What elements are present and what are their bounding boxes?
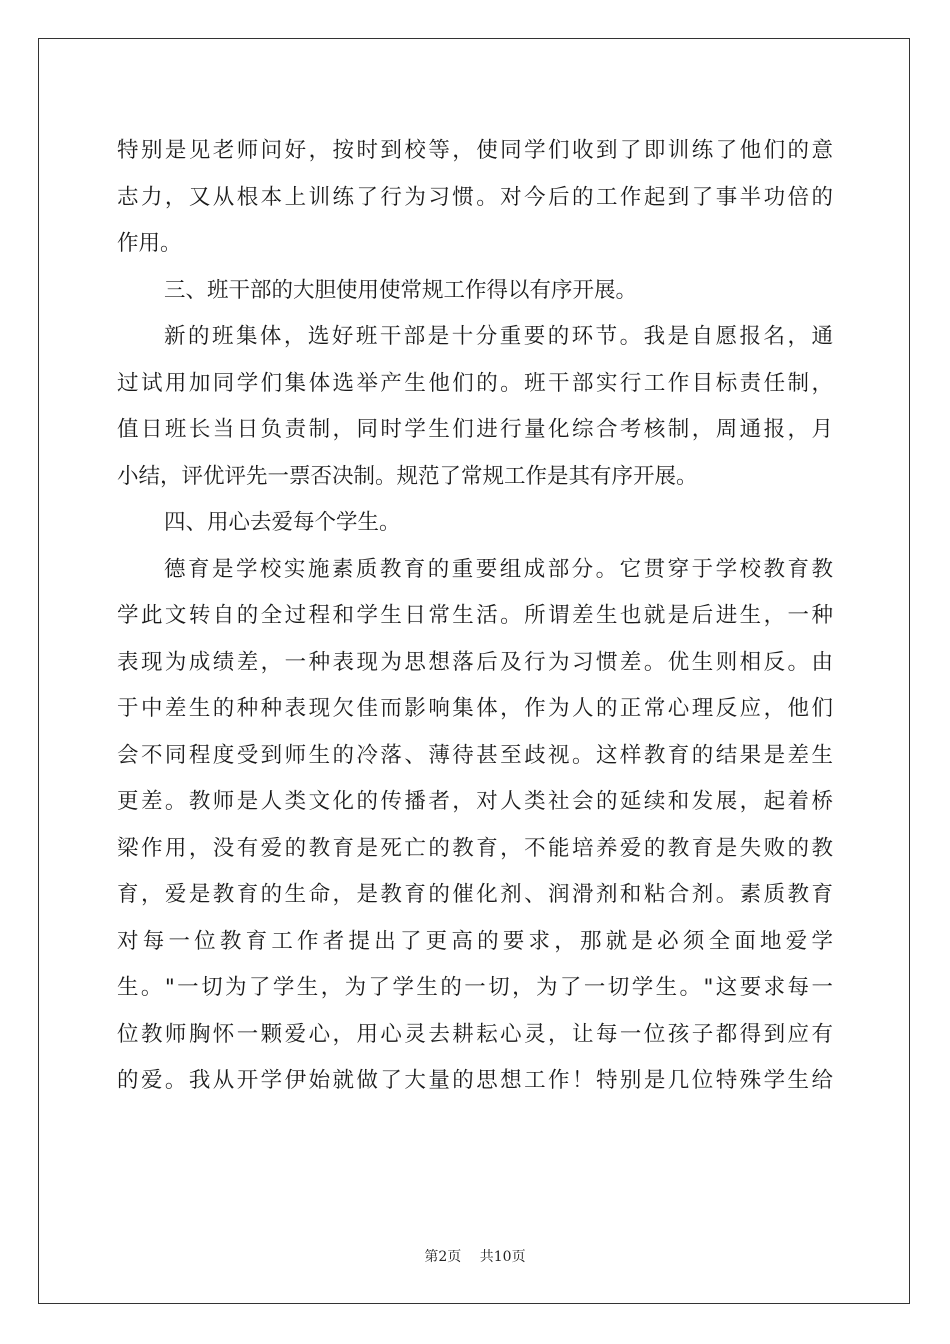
text-line: 更差。教师是人类文化的传播者，对人类社会的延续和发展，起着桥	[117, 789, 833, 814]
text-line: 于中差生的种种表现欠佳而影响集体，作为人的正常心理反应，他们	[117, 696, 833, 721]
text-line: 值日班长当日负责制，同时学生们进行量化综合考核制，周通报，月	[117, 417, 833, 442]
text-line: 会不同程度受到师生的冷落、薄待甚至歧视。这样教育的结果是差生	[117, 742, 833, 768]
text-line: 新的班集体，选好班干部是十分重要的环节。我是自愿报名，通	[164, 324, 833, 349]
text-line: 四、用心去爱每个学生。	[164, 510, 401, 535]
text-line: 对每一位教育工作者提出了更高的要求，那就是必须全面地爱学	[117, 928, 833, 954]
page-footer	[0, 1246, 950, 1266]
page-number: 第2页	[424, 1249, 462, 1265]
text-line: 梁作用，没有爱的教育是死亡的教育，不能培养爱的教育是失败的教	[117, 835, 833, 861]
text-line: 位教师胸怀一颗爱心，用心灵去耕耘心灵，让每一位孩子都得到应有	[117, 1021, 833, 1047]
text-line: 育，爱是教育的生命，是教育的催化剂、润滑剂和粘合剂。素质教育	[117, 882, 833, 907]
text-line: 小结，评优评先一票否决制。规范了常规工作是其有序开展。	[117, 463, 698, 489]
text-line: 三、班干部的大胆使用使常规工作得以有序开展。	[164, 277, 638, 303]
text-line: 德育是学校实施素质教育的重要组成部分。它贯穿于学校教育教	[164, 556, 833, 582]
text-line: 志力，又从根本上训练了行为习惯。对今后的工作起到了事半功倍的	[117, 184, 833, 210]
text-line: 生。"一切为了学生，为了学生的一切，为了一切学生。"这要求每一	[117, 975, 833, 1000]
text-line: 的爱。我从开学伊始就做了大量的思想工作！特别是几位特殊学生给	[117, 1068, 833, 1093]
page-total: 共10页	[479, 1249, 526, 1265]
text-line: 学此文转自的全过程和学生日常生活。所谓差生也就是后进生，一种	[117, 603, 833, 628]
text-line: 特别是见老师问好，按时到校等，使同学们收到了即训练了他们的意	[117, 138, 833, 163]
document-body	[117, 128, 833, 1105]
text-line: 过试用加同学们集体选举产生他们的。班干部实行工作目标责任制，	[117, 370, 833, 396]
text-line: 作用。	[117, 231, 182, 256]
text-line: 表现为成绩差，一种表现为思想落后及行为习惯差。优生则相反。由	[117, 649, 833, 675]
